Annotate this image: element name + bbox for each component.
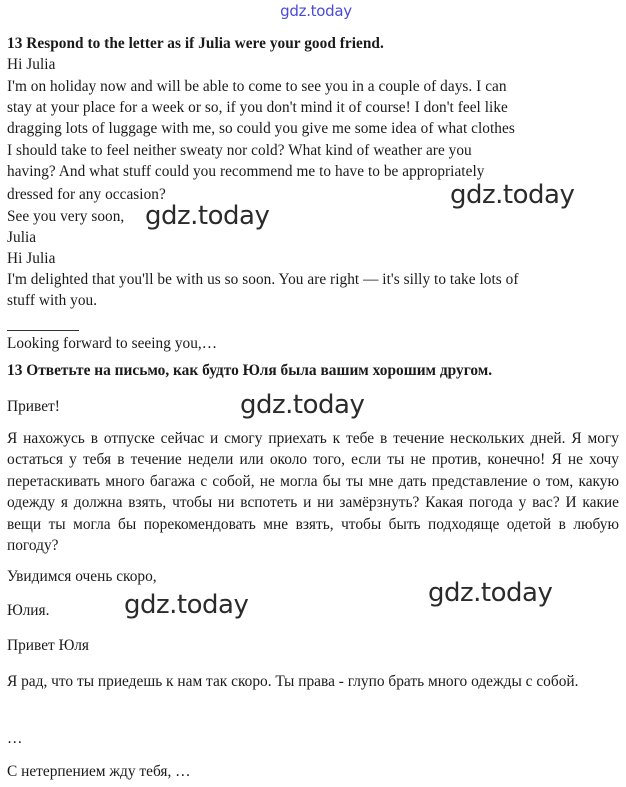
watermark: gdz.today	[145, 201, 270, 231]
russian-signature: Юлия.	[7, 602, 50, 619]
watermark: gdz.today	[450, 180, 575, 210]
english-heading: 13 Respond to the letter as if Julia were your good friend.	[7, 35, 384, 52]
english-reply-line: stuff with you.	[7, 292, 98, 309]
english-greeting: Hi Julia	[7, 56, 56, 73]
russian-reply-paragraph: Я рад, что ты приедешь к нам так скоро. Ты права - глупо брать много одежды с собой.	[7, 673, 579, 690]
russian-reply-closing: С нетерпением жду тебя, …	[7, 763, 191, 780]
russian-closing: Увидимся очень скоро,	[7, 568, 157, 585]
watermark: gdz.today	[240, 390, 365, 420]
watermark: gdz.today	[124, 590, 249, 620]
blank-line-rule	[7, 330, 79, 331]
russian-reply-greeting: Привет Юля	[7, 637, 90, 654]
russian-greeting: Привет!	[7, 398, 60, 415]
english-closing: See you very soon,	[7, 208, 125, 225]
russian-heading: 13 Ответьте на письмо, как будто Юля была вашим хорошим другом.	[7, 362, 493, 379]
english-letter-line: stay at your place for a week or so, if you don't mind it of course! I don't feel like	[7, 99, 508, 116]
english-reply-greeting: Hi Julia	[7, 250, 56, 267]
english-reply-closing: Looking forward to seeing you,…	[7, 335, 218, 352]
russian-letter-paragraph: Я нахожусь в отпуске сейчас и смогу приехать к тебе в течение нескольких дней. Я могу остаться у тебя в течение недели или около того, если ты не против, конечно! Я не хочу перетаскивать много багажа с собой, не могла бы ты мне дать представление о том, какую одежду я должна взять, чтобы ни вспотеть и ни замёрзнуть? Какая погода у вас? И какие вещи ты могла бы порекомендовать мне взять, чтобы быть подходяще одетой в любую погоду?	[7, 430, 619, 555]
english-letter-line: having? And what stuff could you recommend me to have to be appropriately	[7, 163, 485, 180]
english-letter-line: dragging lots of luggage with me, so could you give me some idea of what clothes	[7, 120, 515, 137]
english-letter-line: I'm on holiday now and will be able to come to see you in a couple of days. I can	[7, 78, 507, 95]
watermark-top: gdz.today	[280, 2, 352, 20]
english-letter-line: I should take to feel neither sweaty nor cold? What kind of weather are you	[7, 142, 472, 159]
russian-ellipsis: …	[7, 730, 23, 747]
watermark: gdz.today	[428, 578, 553, 608]
english-reply-line: I'm delighted that you'll be with us so soon. You are right — it's silly to take lots of	[7, 271, 519, 288]
english-signature: Julia	[7, 229, 37, 246]
english-letter-line: dressed for any occasion?	[7, 186, 166, 203]
